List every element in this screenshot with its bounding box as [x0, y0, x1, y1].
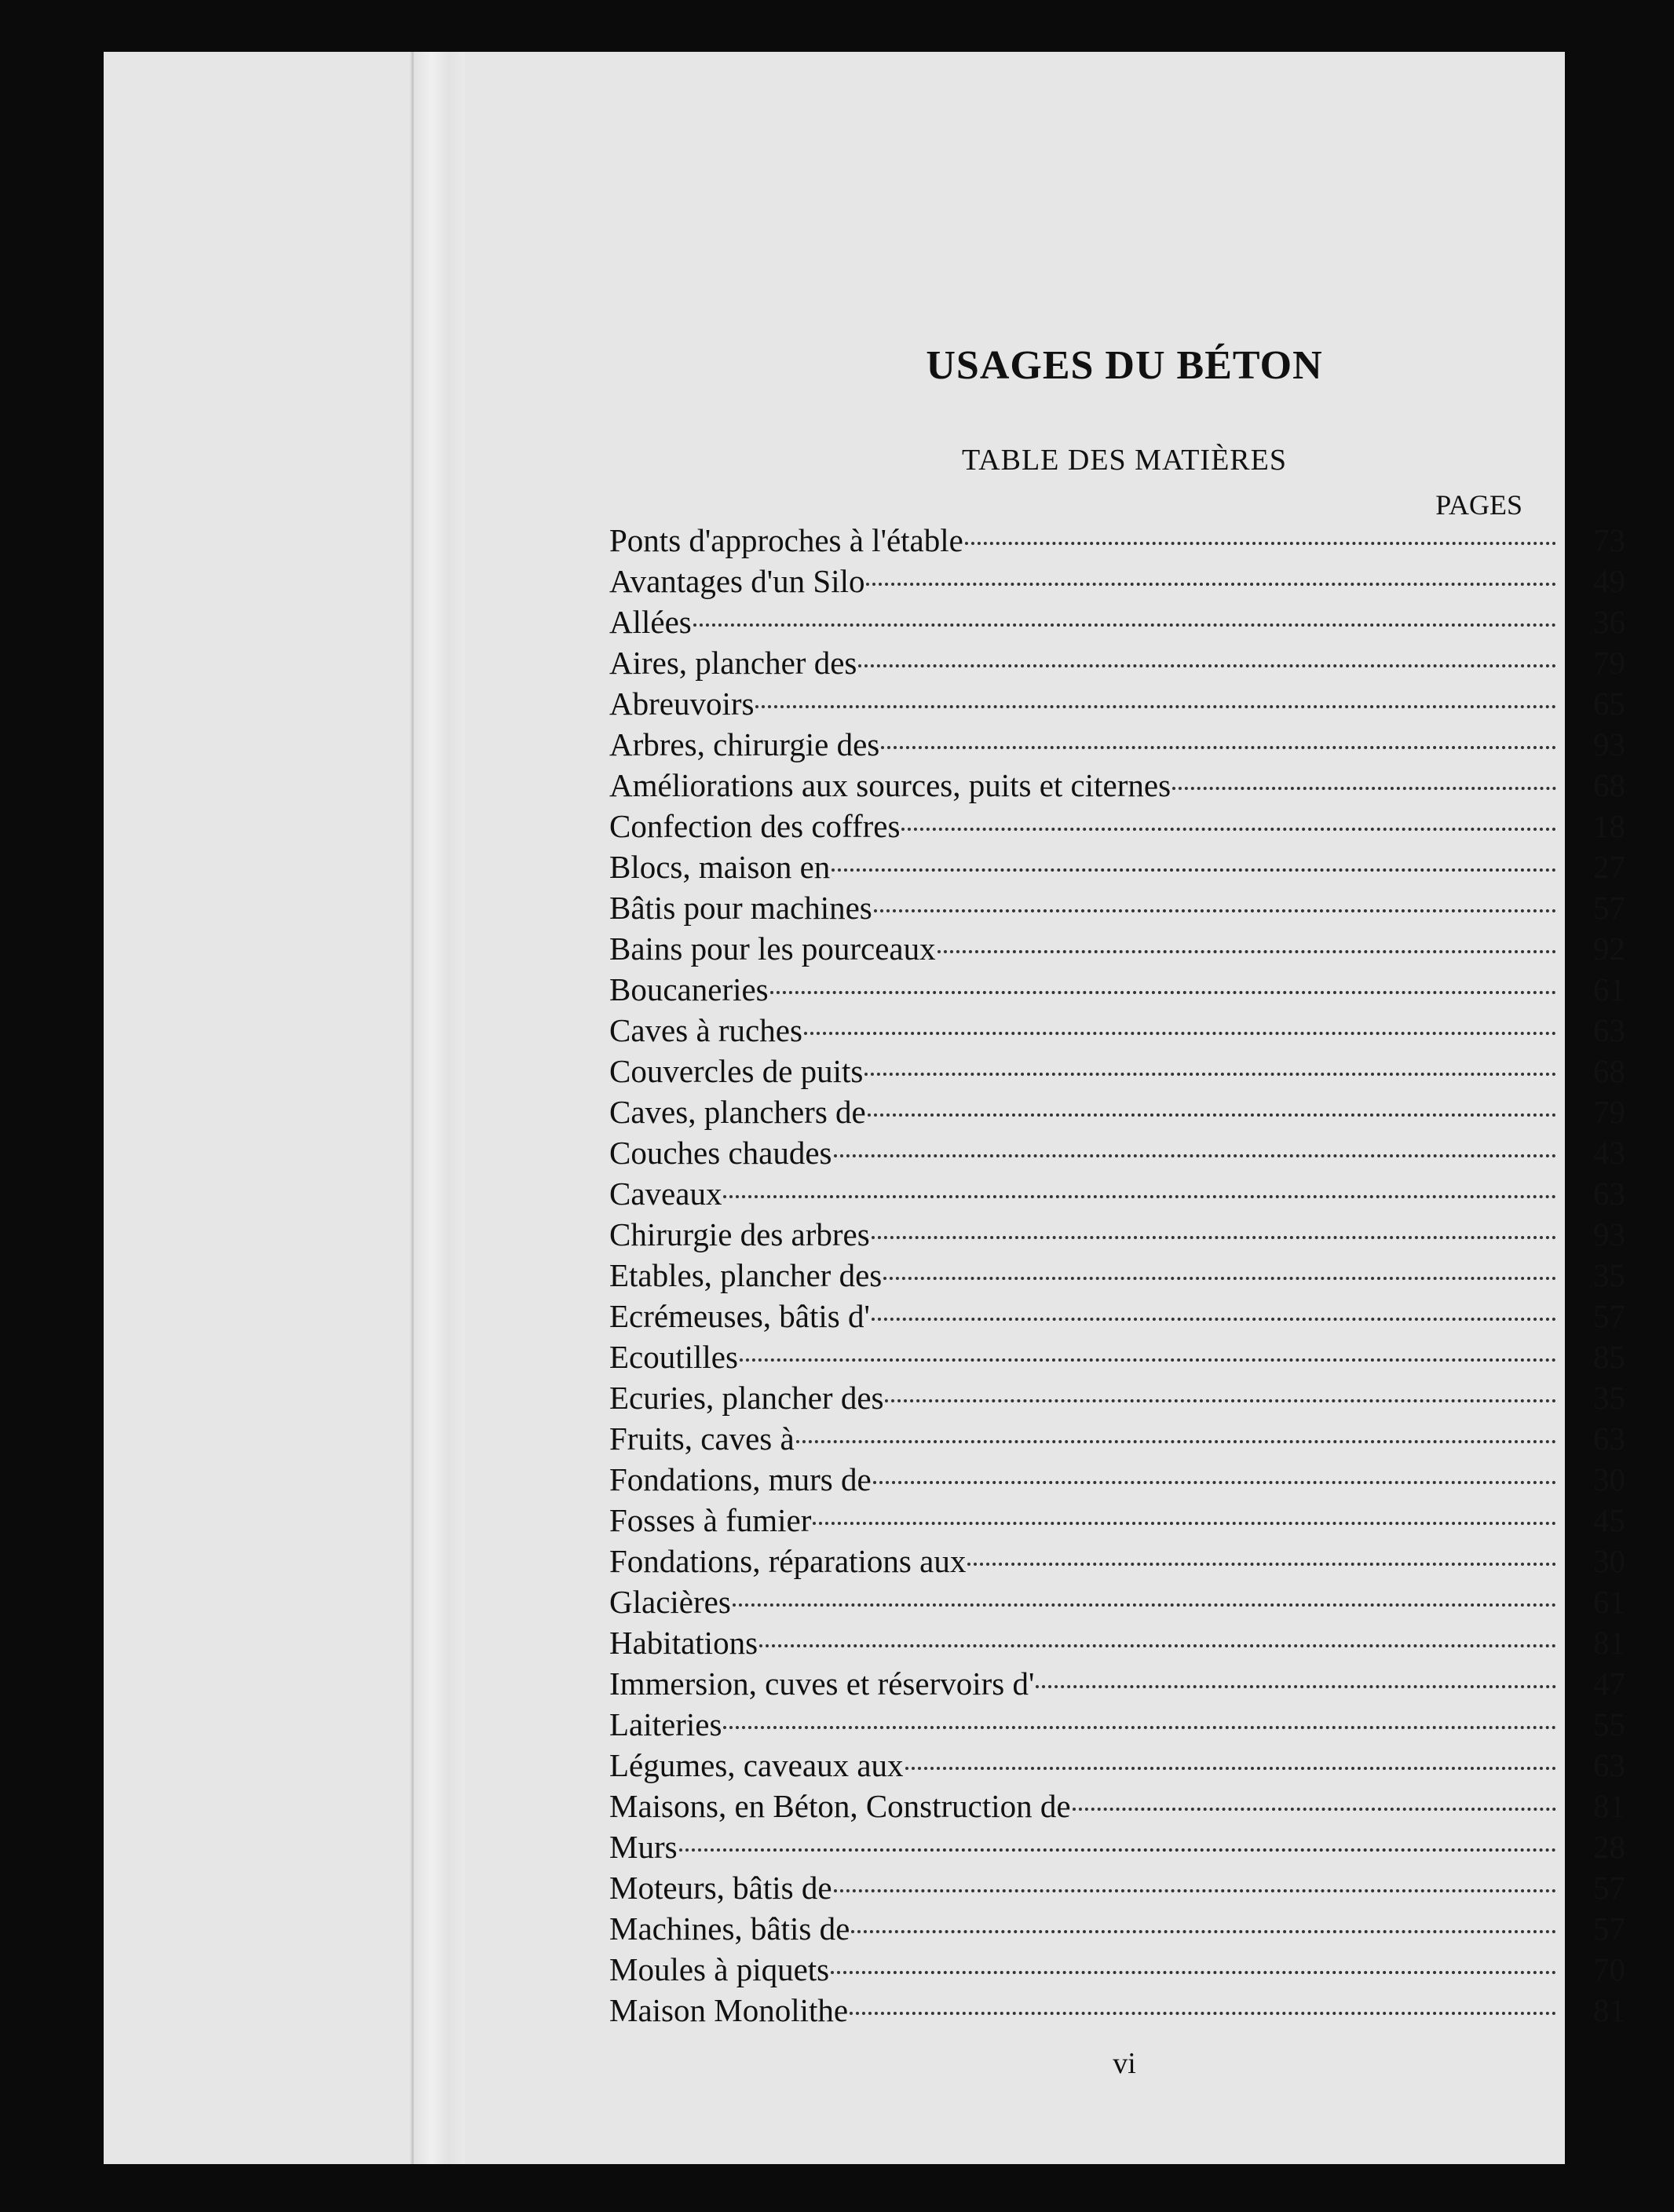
toc-entry — [609, 806, 1625, 846]
toc-entry-label: Moteurs, bâtis de — [609, 1870, 832, 1906]
toc-entry-label: Ecuries, plancher des — [609, 1380, 884, 1416]
toc-dot-leader — [868, 1113, 1556, 1117]
toc-entry-label: Avantages d'un Silo — [609, 563, 865, 599]
toc-entry-label: Maisons, en Béton, Construction de — [609, 1788, 1071, 1824]
toc-entry-page: 63 — [1593, 1175, 1625, 1212]
toc-entry-page: 55 — [1593, 1706, 1625, 1742]
toc-list — [609, 520, 1625, 2031]
toc-entry-page: 57 — [1593, 1910, 1625, 1947]
toc-entry — [609, 561, 1625, 601]
toc-entry — [609, 1418, 1625, 1459]
toc-entry — [609, 1051, 1625, 1091]
page-title: USAGES DU BÉTON — [926, 343, 1323, 388]
toc-entry-label: Moules à piquets — [609, 1951, 830, 1987]
toc-entry-page: 30 — [1593, 1543, 1625, 1579]
toc-entry-label: Aires, plancher des — [609, 645, 857, 681]
toc-entry-label: Habitations — [609, 1625, 758, 1661]
toc-entry-label: Abreuvoirs — [609, 686, 755, 722]
toc-dot-leader — [881, 746, 1556, 749]
toc-entry — [609, 1541, 1625, 1581]
toc-entry — [609, 1867, 1625, 1908]
toc-entry-label: Glacières — [609, 1584, 731, 1620]
toc-dot-leader — [905, 1767, 1556, 1770]
toc-entry-label: Couvercles de puits — [609, 1053, 864, 1089]
toc-dot-leader — [967, 1563, 1556, 1566]
toc-dot-leader — [874, 909, 1556, 912]
toc-entry — [609, 969, 1625, 1010]
toc-entry — [609, 1336, 1625, 1377]
toc-dot-leader — [834, 1889, 1556, 1892]
toc-dot-leader — [723, 1195, 1556, 1198]
toc-entry-page: 36 — [1593, 604, 1625, 640]
toc-entry-page: 35 — [1593, 1257, 1625, 1293]
toc-entry — [609, 1132, 1625, 1173]
toc-entry — [609, 1091, 1625, 1132]
toc-dot-leader — [831, 1971, 1556, 1974]
toc-entry-page: 47 — [1593, 1665, 1625, 1702]
toc-entry-page: 68 — [1593, 1053, 1625, 1089]
toc-entry-label: Machines, bâtis de — [609, 1910, 850, 1947]
toc-entry-label: Bâtis pour machines — [609, 890, 872, 926]
toc-dot-leader — [804, 1032, 1556, 1035]
toc-entry-label: Maison Monolithe — [609, 1992, 849, 2028]
toc-entry-page: 63 — [1593, 1420, 1625, 1457]
toc-entry-label: Légumes, caveaux aux — [609, 1747, 904, 1783]
toc-entry-label: Ecoutilles — [609, 1339, 738, 1375]
toc-dot-leader — [883, 1277, 1556, 1280]
toc-entry-page: 79 — [1593, 1094, 1625, 1130]
toc-entry-page: 92 — [1593, 931, 1625, 967]
toc-entry-label: Arbres, chirurgie des — [609, 726, 880, 762]
toc-entry-page: 81 — [1593, 1625, 1625, 1661]
toc-entry-page: 35 — [1593, 1380, 1625, 1416]
toc-entry-page: 85 — [1593, 1339, 1625, 1375]
toc-dot-leader — [872, 1236, 1556, 1239]
toc-entry — [609, 887, 1625, 928]
toc-entry-page: 81 — [1593, 1992, 1625, 2028]
toc-entry-page: 63 — [1593, 1747, 1625, 1783]
toc-dot-leader — [872, 1318, 1556, 1321]
toc-entry-label: Chirurgie des arbres — [609, 1216, 870, 1252]
toc-dot-leader — [834, 1154, 1557, 1157]
toc-dot-leader — [759, 1644, 1556, 1647]
toc-entry — [609, 1296, 1625, 1336]
toc-dot-leader — [733, 1603, 1556, 1607]
toc-dot-leader — [866, 583, 1556, 586]
toc-dot-leader — [965, 542, 1556, 545]
toc-entry — [609, 1010, 1625, 1051]
toc-entry-page: 79 — [1593, 645, 1625, 681]
scanned-page — [104, 52, 1625, 2164]
toc-entry — [609, 846, 1625, 887]
toc-entry — [609, 1990, 1625, 2031]
toc-entry — [609, 1500, 1625, 1541]
toc-entry — [609, 1826, 1625, 1867]
toc-entry — [609, 1745, 1625, 1786]
toc-entry — [609, 1908, 1625, 1949]
toc-entry — [609, 642, 1625, 683]
toc-entry-label: Fondations, murs de — [609, 1461, 872, 1497]
toc-entry-label: Fondations, réparations aux — [609, 1543, 967, 1579]
page-gutter — [410, 52, 465, 2164]
toc-entry — [609, 1786, 1625, 1826]
toc-entry-page: 93 — [1593, 726, 1625, 762]
toc-entry-page: 68 — [1593, 767, 1625, 803]
toc-entry-label: Etables, plancher des — [609, 1257, 883, 1293]
toc-entry-label: Allées — [609, 604, 692, 640]
toc-heading: TABLE DES MATIÈRES — [962, 444, 1287, 477]
toc-entry — [609, 1377, 1625, 1418]
toc-entry-page: 57 — [1593, 890, 1625, 926]
toc-entry — [609, 1214, 1625, 1255]
toc-entry — [609, 683, 1625, 724]
toc-dot-leader — [1073, 1808, 1556, 1811]
toc-dot-leader — [1036, 1685, 1556, 1688]
toc-dot-leader — [679, 1848, 1556, 1852]
toc-entry-label: Caves à ruches — [609, 1012, 802, 1048]
pages-column-header: PAGES — [1435, 489, 1522, 521]
toc-entry-label: Laiteries — [609, 1706, 722, 1742]
toc-dot-leader — [755, 705, 1556, 708]
toc-entry-page: 73 — [1593, 522, 1625, 558]
toc-dot-leader — [770, 991, 1556, 994]
page-number: vi — [1113, 2047, 1136, 2080]
toc-entry-page: 57 — [1593, 1870, 1625, 1906]
toc-entry — [609, 1173, 1625, 1214]
toc-entry — [609, 765, 1625, 806]
toc-entry-label: Fruits, caves à — [609, 1420, 795, 1457]
toc-entry-label: Caves, planchers de — [609, 1094, 866, 1130]
toc-dot-leader — [901, 828, 1556, 831]
toc-entry-label: Bains pour les pourceaux — [609, 931, 936, 967]
toc-entry-label: Améliorations aux sources, puits et citernes — [609, 767, 1171, 803]
toc-entry-label: Confection des coffres — [609, 808, 901, 844]
toc-entry-page: 27 — [1593, 849, 1625, 885]
toc-entry — [609, 520, 1625, 561]
toc-dot-leader — [873, 1481, 1556, 1484]
toc-dot-leader — [796, 1440, 1556, 1443]
toc-entry-label: Caveaux — [609, 1175, 722, 1212]
toc-dot-leader — [850, 2012, 1556, 2015]
toc-entry — [609, 601, 1625, 642]
toc-entry — [609, 928, 1625, 969]
toc-entry-page: 49 — [1593, 563, 1625, 599]
toc-entry — [609, 1581, 1625, 1622]
toc-entry — [609, 1622, 1625, 1663]
toc-entry-page: 30 — [1593, 1461, 1625, 1497]
toc-dot-leader — [858, 664, 1556, 667]
toc-dot-leader — [832, 868, 1556, 872]
toc-entry — [609, 1459, 1625, 1500]
toc-entry — [609, 1704, 1625, 1745]
toc-dot-leader — [740, 1358, 1556, 1362]
toc-entry-page: 63 — [1593, 1012, 1625, 1048]
toc-dot-leader — [851, 1930, 1556, 1933]
toc-entry-page: 28 — [1593, 1829, 1625, 1865]
toc-dot-leader — [885, 1399, 1556, 1402]
toc-entry-label: Fosses à fumier — [609, 1502, 812, 1538]
gutter-fold-line — [411, 52, 414, 2164]
toc-dot-leader — [813, 1522, 1556, 1525]
toc-entry-page: 45 — [1593, 1502, 1625, 1538]
toc-entry — [609, 724, 1625, 765]
toc-entry-label: Murs — [609, 1829, 678, 1865]
toc-entry — [609, 1949, 1625, 1990]
toc-entry-label: Immersion, cuves et réservoirs d' — [609, 1665, 1035, 1702]
toc-entry-label: Blocs, maison en — [609, 849, 831, 885]
toc-entry-label: Boucaneries — [609, 971, 769, 1007]
toc-entry — [609, 1663, 1625, 1704]
toc-dot-leader — [723, 1726, 1556, 1729]
toc-dot-leader — [938, 950, 1556, 953]
toc-entry-label: Couches chaudes — [609, 1135, 832, 1171]
toc-entry-page: 18 — [1593, 808, 1625, 844]
toc-entry-page: 61 — [1593, 1584, 1625, 1620]
toc-entry-page: 61 — [1593, 971, 1625, 1007]
toc-entry-page: 65 — [1593, 686, 1625, 722]
toc-entry-page: 93 — [1593, 1216, 1625, 1252]
toc-entry-page: 70 — [1593, 1951, 1625, 1987]
toc-entry-label: Ponts d'approches à l'étable — [609, 522, 963, 558]
toc-dot-leader — [1172, 787, 1556, 790]
toc-entry-page: 43 — [1593, 1135, 1625, 1171]
toc-entry-page: 57 — [1593, 1298, 1625, 1334]
toc-dot-leader — [864, 1073, 1556, 1076]
toc-dot-leader — [693, 623, 1556, 627]
toc-entry — [609, 1255, 1625, 1296]
toc-entry-label: Ecrémeuses, bâtis d' — [609, 1298, 870, 1334]
toc-entry-page: 81 — [1593, 1788, 1625, 1824]
